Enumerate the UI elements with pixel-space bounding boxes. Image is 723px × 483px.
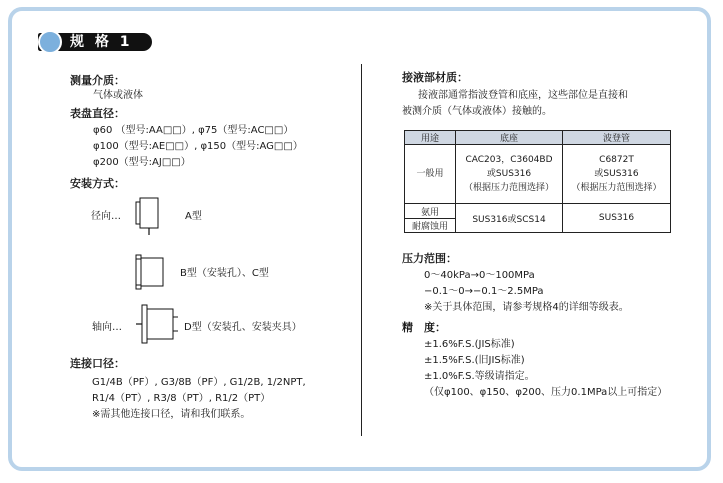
wetted-title: 接液部材质： <box>402 71 468 84</box>
medium-value: 气体或液体 <box>93 90 143 101</box>
accuracy-line: ±1.5%F.S.(旧JIS标准) <box>424 355 525 366</box>
conn-line: R1/4（PT）, R3/8（PT）, R1/2（PT） <box>92 393 271 404</box>
section-title: 规 格 1 <box>70 34 133 50</box>
table-cell: 氨用 <box>405 204 456 219</box>
dial-line: φ60 （型号:AA□□）, φ75（型号:AC□□） <box>93 125 294 136</box>
table-cell: 一般用 <box>405 145 456 204</box>
type-d-diagram <box>134 303 180 347</box>
table-cell: SUS316或SCS14 <box>456 204 563 233</box>
accuracy-title: 精 度： <box>402 321 446 334</box>
conn-line: G1/4B（PF）, G3/8B（PF）, G1/2B, 1/2NPT, <box>92 377 306 388</box>
range-line: 0～40kPa→0～100MPa <box>424 270 535 281</box>
dial-line: φ200（型号:AJ□□） <box>93 157 191 168</box>
accuracy-note: （仅φ100、φ150、φ200、压力0.1MPa以上可指定） <box>424 387 668 398</box>
cell-line: CAC203，C3604BD <box>465 155 553 165</box>
cell-line: 或SUS316 <box>594 169 639 179</box>
section-tag-dot <box>38 30 62 54</box>
radial-label: 径向… <box>91 211 121 222</box>
type-a-diagram <box>134 197 164 237</box>
material-table <box>404 130 671 233</box>
type-d-label: D型（安装孔、安装夹具） <box>184 322 302 333</box>
conn-note: ※需其他连接口径，请和我们联系。 <box>92 409 251 420</box>
range-title: 压力范围： <box>402 252 457 265</box>
dial-line: φ100（型号:AE□□）, φ150（型号:AG□□） <box>93 141 303 152</box>
install-title: 安装方式： <box>70 177 125 190</box>
table-header: 波登管 <box>563 131 671 145</box>
table-cell: SUS316 <box>563 204 671 233</box>
table-row <box>405 145 671 204</box>
range-note: ※关于具体范围，请参考规格4的详细等级表。 <box>424 302 629 313</box>
table-header: 用途 <box>405 131 456 145</box>
medium-title: 测量介质： <box>70 74 125 87</box>
column-divider <box>361 64 362 436</box>
wetted-line: 被测介质（气体或液体）接触的。 <box>402 106 552 117</box>
axial-label: 轴向… <box>92 322 122 333</box>
table-cell <box>456 145 563 204</box>
range-line: −0.1～0→−0.1～2.5MPa <box>424 286 544 297</box>
table-cell <box>563 145 671 204</box>
dial-title: 表盘直径： <box>70 107 125 120</box>
table-cell: 耐腐蚀用 <box>405 219 456 233</box>
table-row <box>405 204 671 219</box>
wetted-line: 接液部通常指波登管和底座，这些部位是直接和 <box>418 90 628 101</box>
type-bc-label: B型（安装孔）、C型 <box>180 268 269 279</box>
table-header: 底座 <box>456 131 563 145</box>
cell-line: （根据压力范围选择） <box>463 183 554 193</box>
conn-title: 连接口径： <box>70 357 125 370</box>
type-a-label: A型 <box>185 211 202 222</box>
cell-line: C6872T <box>599 155 634 165</box>
cell-line: 或SUS316 <box>486 169 532 179</box>
cell-line: （根据压力范围选择） <box>571 183 662 193</box>
type-bc-diagram <box>134 253 174 293</box>
accuracy-line: ±1.0%F.S.等级请指定。 <box>424 371 535 382</box>
accuracy-line: ±1.6%F.S.(JIS标准) <box>424 339 515 350</box>
